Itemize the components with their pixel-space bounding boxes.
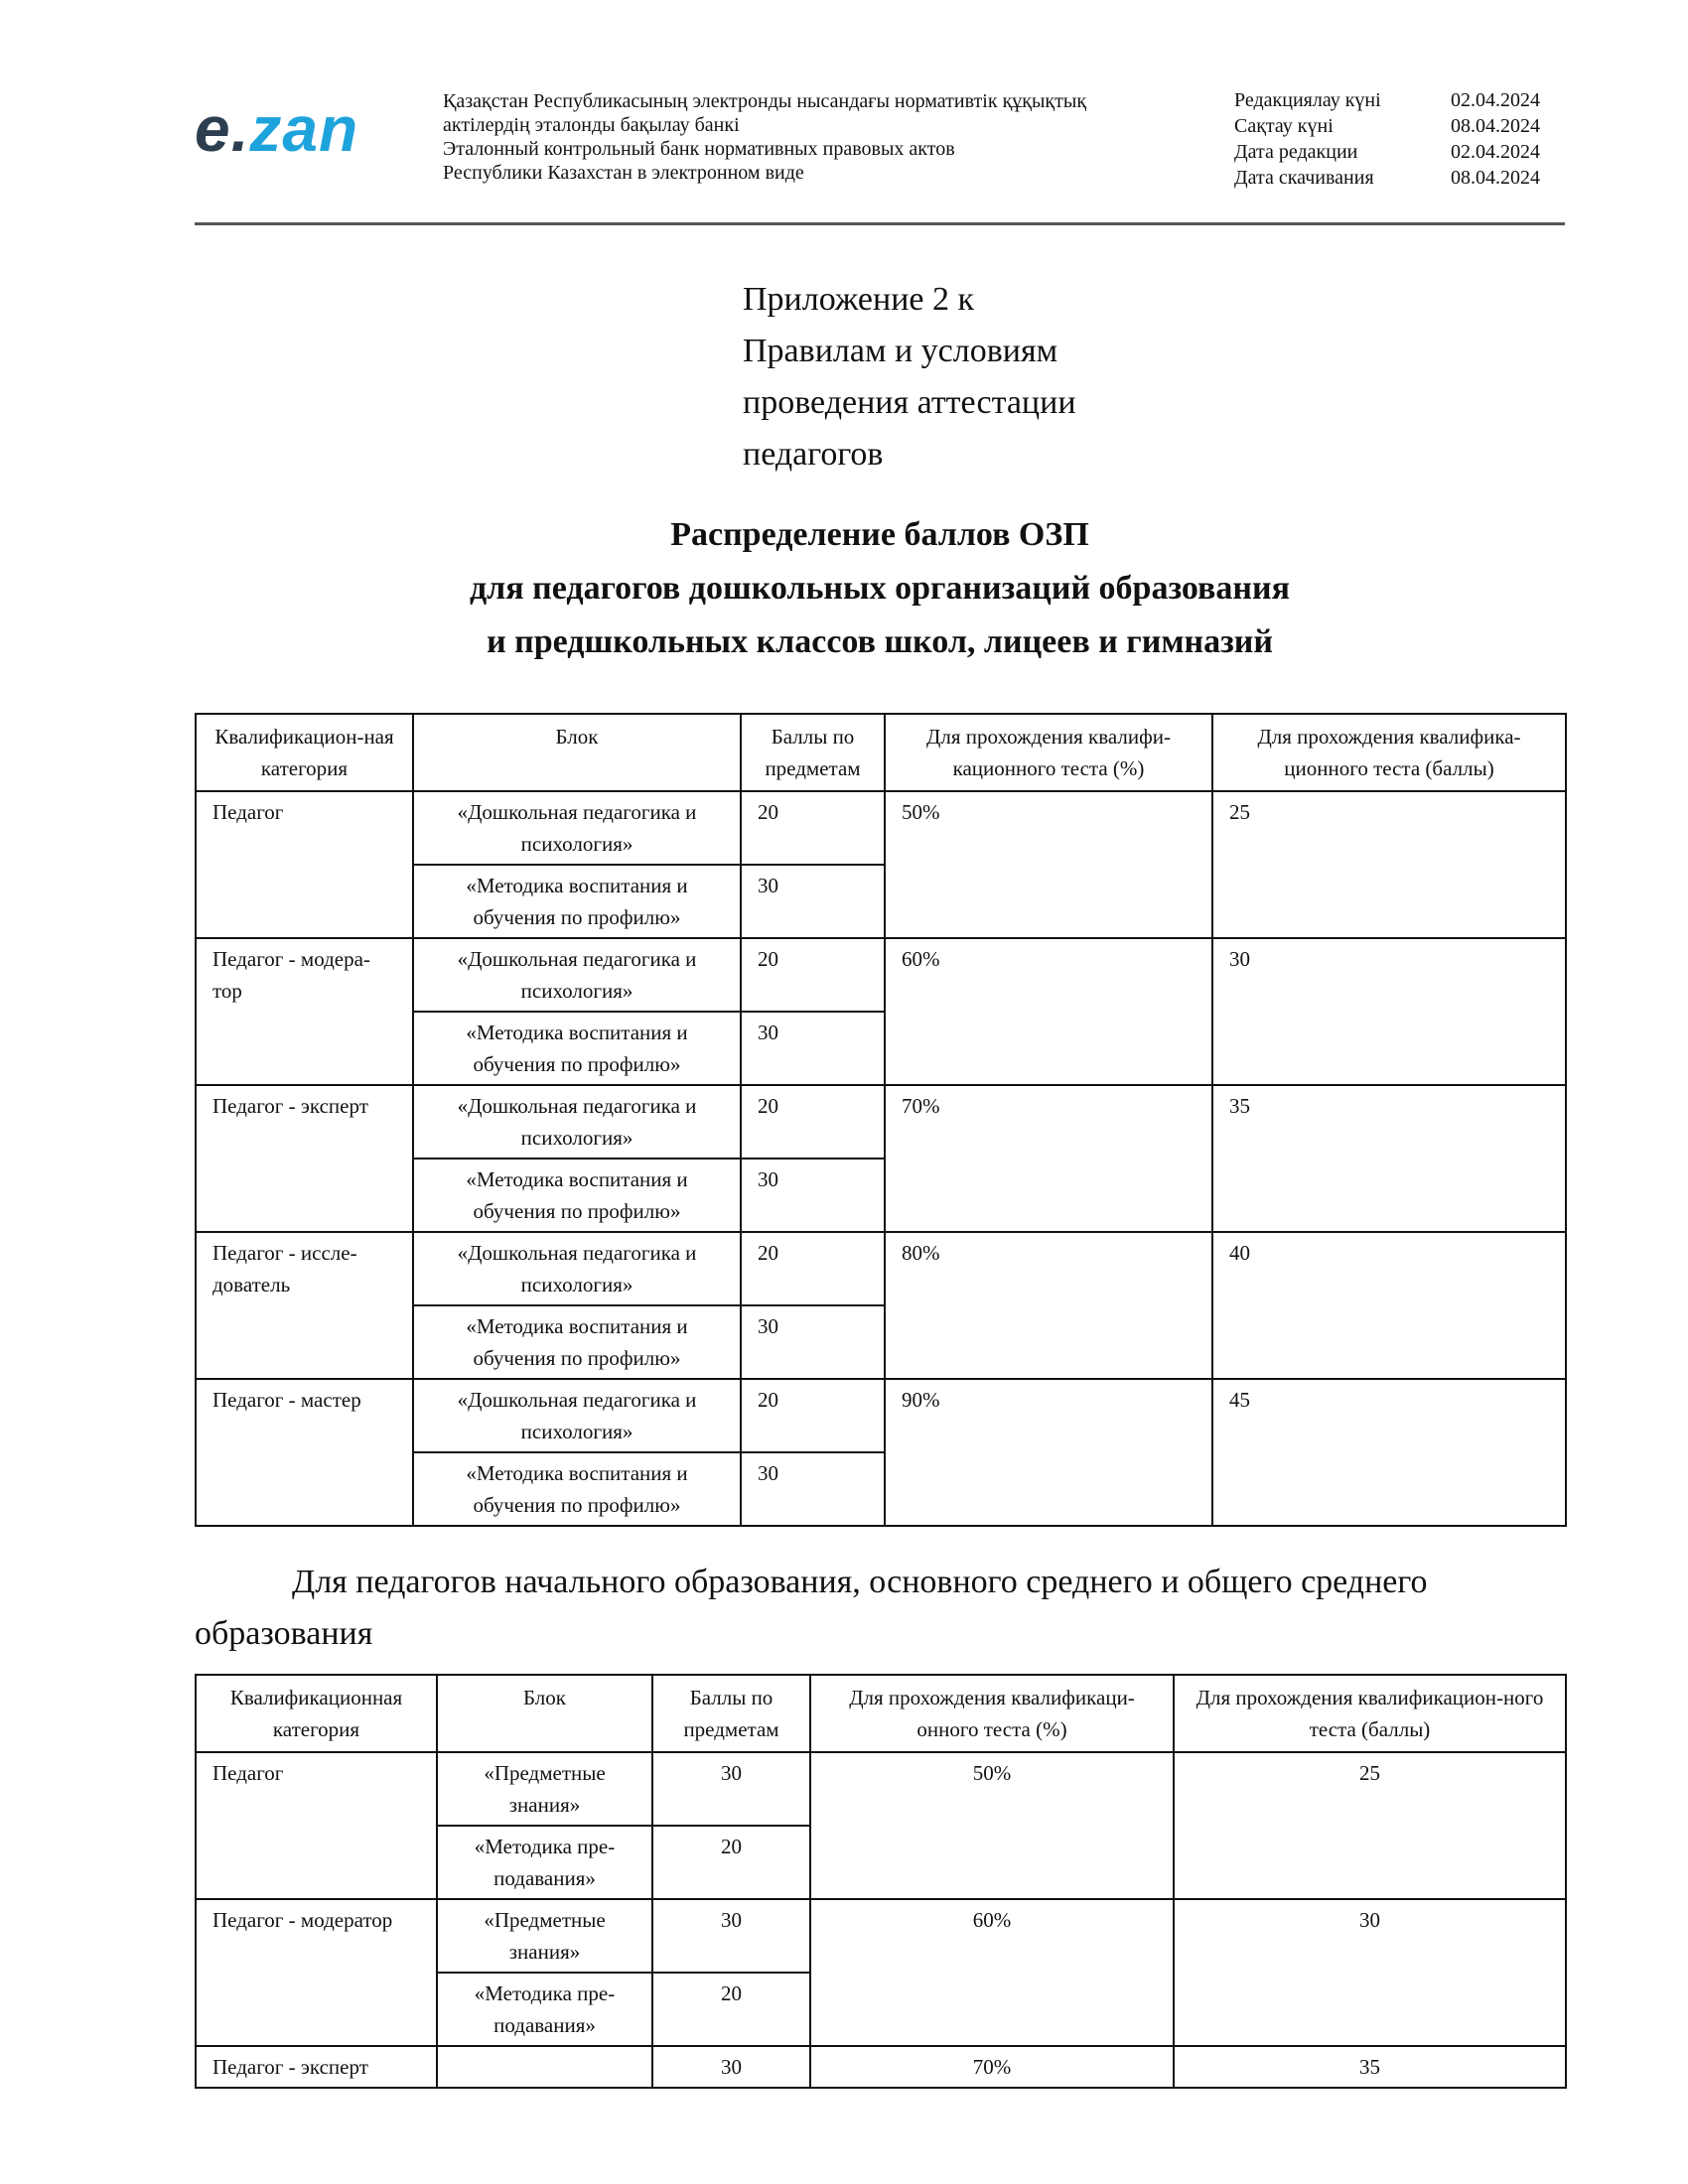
title-line: и предшкольных классов школ, лицеев и гимназий bbox=[487, 623, 1273, 660]
meta-value: 08.04.2024 bbox=[1451, 167, 1540, 189]
score-cell: 40 bbox=[1212, 1232, 1566, 1379]
points-cell: 30 bbox=[741, 1159, 885, 1232]
points-cell: 20 bbox=[741, 791, 885, 865]
category-cell: Педагог bbox=[196, 791, 413, 938]
block-cell: «Дошкольная педагогика и психология» bbox=[413, 791, 741, 865]
category-cell: Педагог - иссле-дователь bbox=[196, 1232, 413, 1379]
block-cell: «Методика воспитания и обучения по профилю» bbox=[413, 865, 741, 938]
school-points-table bbox=[195, 1674, 1567, 2089]
percent-cell: 70% bbox=[810, 2046, 1174, 2088]
appendix-line: проведения аттестации bbox=[743, 384, 1076, 421]
points-cell: 30 bbox=[741, 1012, 885, 1085]
table-row bbox=[196, 1085, 1566, 1159]
block-cell: «Методика воспитания и обучения по профилю» bbox=[413, 1159, 741, 1232]
header-score: Для прохождения квалифика-ционного теста (баллы) bbox=[1212, 714, 1566, 791]
table-row bbox=[196, 1899, 1566, 1973]
header-points: Баллы по предметам bbox=[741, 714, 885, 791]
block-cell: «Дошкольная педагогика и психология» bbox=[413, 1085, 741, 1159]
meta-label: Редакциялау күні bbox=[1234, 89, 1381, 111]
block-cell: «Дошкольная педагогика и психология» bbox=[413, 938, 741, 1012]
score-cell: 35 bbox=[1212, 1085, 1566, 1232]
appendix-line: Приложение 2 к bbox=[743, 281, 975, 318]
points-cell: 30 bbox=[741, 1305, 885, 1379]
block-cell: «Методика пре-подавания» bbox=[437, 1826, 652, 1899]
block-cell: «Дошкольная педагогика и психология» bbox=[413, 1379, 741, 1452]
percent-cell: 50% bbox=[885, 791, 1212, 938]
appendix-note bbox=[743, 274, 1076, 480]
points-cell: 30 bbox=[652, 1899, 810, 1973]
ezan-logo: e.zan bbox=[195, 93, 359, 165]
meta-row bbox=[1234, 139, 1560, 165]
meta-label: Дата редакции bbox=[1234, 141, 1358, 163]
header-category: Квалификацион-ная категория bbox=[196, 714, 413, 791]
block-cell: «Предметные знания» bbox=[437, 1899, 652, 1973]
percent-cell: 50% bbox=[810, 1752, 1174, 1899]
points-cell: 30 bbox=[741, 1452, 885, 1526]
score-cell: 25 bbox=[1174, 1752, 1566, 1899]
table-row bbox=[196, 938, 1566, 1012]
block-cell: «Методика воспитания и обучения по профилю» bbox=[413, 1012, 741, 1085]
title-line: для педагогов дошкольных организаций образования bbox=[469, 570, 1290, 607]
header-line: Республики Казахстан в электронном виде bbox=[443, 162, 804, 184]
points-cell: 20 bbox=[652, 1973, 810, 2046]
points-cell: 30 bbox=[652, 1752, 810, 1826]
block-cell: «Предметные знания» bbox=[437, 1752, 652, 1826]
block-cell: «Методика пре-подавания» bbox=[437, 1973, 652, 2046]
points-cell: 20 bbox=[741, 1232, 885, 1305]
category-cell: Педагог - эксперт bbox=[196, 2046, 437, 2088]
block-cell bbox=[437, 2046, 652, 2088]
document-title bbox=[195, 508, 1565, 669]
table-header-row bbox=[196, 714, 1566, 791]
header-block: Блок bbox=[413, 714, 741, 791]
header-points: Баллы по предметам bbox=[652, 1675, 810, 1752]
category-cell: Педагог - модератор bbox=[196, 1899, 437, 2046]
appendix-line: Правилам и условиям bbox=[743, 333, 1058, 369]
points-cell: 20 bbox=[741, 1379, 885, 1452]
header-percent: Для прохождения квалифи-кационного теста (%) bbox=[885, 714, 1212, 791]
score-cell: 35 bbox=[1174, 2046, 1566, 2088]
category-cell: Педагог - мастер bbox=[196, 1379, 413, 1526]
points-cell: 20 bbox=[741, 938, 885, 1012]
score-cell: 30 bbox=[1212, 938, 1566, 1085]
preschool-points-table bbox=[195, 713, 1567, 1527]
score-cell: 45 bbox=[1212, 1379, 1566, 1526]
percent-cell: 60% bbox=[885, 938, 1212, 1085]
score-cell: 30 bbox=[1174, 1899, 1566, 2046]
category-cell: Педагог - эксперт bbox=[196, 1085, 413, 1232]
percent-cell: 60% bbox=[810, 1899, 1174, 2046]
header-line: актілердің эталонды бақылау банкі bbox=[443, 114, 740, 136]
meta-row bbox=[1234, 87, 1560, 113]
block-cell: «Методика воспитания и обучения по профилю» bbox=[413, 1452, 741, 1526]
title-line: Распределение баллов ОЗП bbox=[670, 516, 1089, 553]
category-cell: Педагог bbox=[196, 1752, 437, 1899]
percent-cell: 70% bbox=[885, 1085, 1212, 1232]
header-percent: Для прохождения квалификаци-онного теста (%) bbox=[810, 1675, 1174, 1752]
appendix-line: педагогов bbox=[743, 436, 884, 473]
points-cell: 30 bbox=[741, 865, 885, 938]
block-cell: «Дошкольная педагогика и психология» bbox=[413, 1232, 741, 1305]
points-cell: 30 bbox=[652, 2046, 810, 2088]
meta-label: Сақтау күні bbox=[1234, 115, 1334, 137]
meta-value: 08.04.2024 bbox=[1451, 115, 1540, 137]
table-header-row bbox=[196, 1675, 1566, 1752]
header-line: Қазақстан Республикасының электронды нысандағы нормативтік құқықтық bbox=[443, 90, 1087, 112]
header-meta bbox=[1234, 87, 1560, 191]
percent-cell: 90% bbox=[885, 1379, 1212, 1526]
header-category: Квалификационная категория bbox=[196, 1675, 437, 1752]
meta-row bbox=[1234, 113, 1560, 139]
header-divider bbox=[195, 222, 1565, 225]
points-cell: 20 bbox=[741, 1085, 885, 1159]
header-description bbox=[443, 89, 1197, 185]
category-cell: Педагог - модера-тор bbox=[196, 938, 413, 1085]
meta-label: Дата скачивания bbox=[1234, 167, 1374, 189]
block-cell: «Методика воспитания и обучения по профилю» bbox=[413, 1305, 741, 1379]
points-cell: 20 bbox=[652, 1826, 810, 1899]
header-score: Для прохождения квалификацион-ного теста (баллы) bbox=[1174, 1675, 1566, 1752]
section-paragraph: Для педагогов начального образования, основного среднего и общего среднего образования bbox=[195, 1564, 1428, 1652]
table-row bbox=[196, 1379, 1566, 1452]
table-row bbox=[196, 791, 1566, 865]
meta-value: 02.04.2024 bbox=[1451, 141, 1540, 163]
meta-row bbox=[1234, 165, 1560, 191]
table-row bbox=[196, 2046, 1566, 2088]
percent-cell: 80% bbox=[885, 1232, 1212, 1379]
table-row bbox=[196, 1752, 1566, 1826]
table-row bbox=[196, 1232, 1566, 1305]
header-line: Эталонный контрольный банк нормативных правовых актов bbox=[443, 138, 955, 160]
meta-value: 02.04.2024 bbox=[1451, 89, 1540, 111]
header-block: Блок bbox=[437, 1675, 652, 1752]
score-cell: 25 bbox=[1212, 791, 1566, 938]
